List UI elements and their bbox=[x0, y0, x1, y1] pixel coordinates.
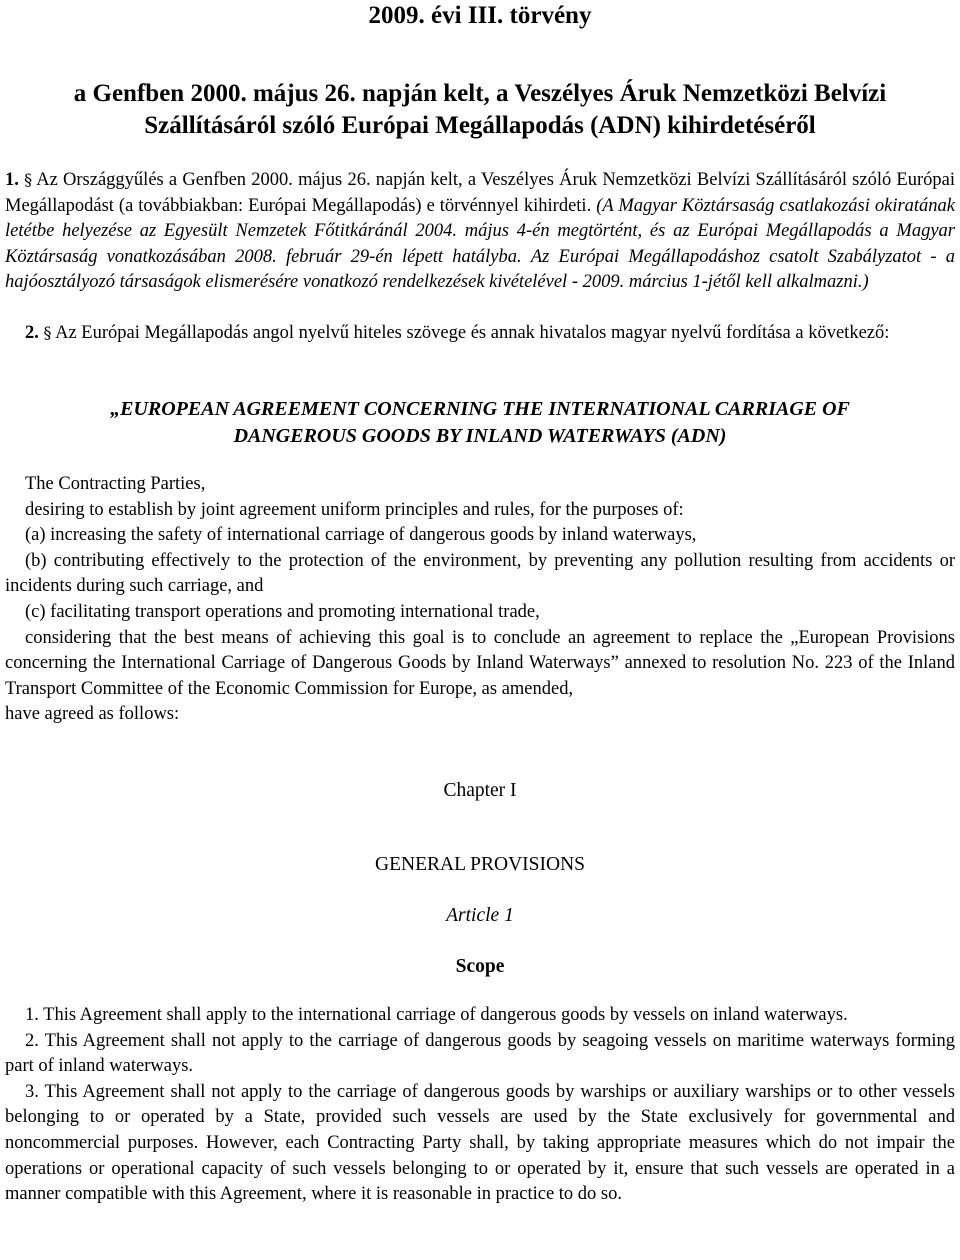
preamble bbox=[5, 472, 955, 728]
section-1 bbox=[5, 167, 955, 296]
preamble-item-a: (a) increasing the safety of international carriage of dangerous goods by inland waterways, bbox=[25, 525, 697, 546]
section-2-paragraph bbox=[5, 320, 955, 347]
section-1-italic-note-2: Az Európai Megállapodáshoz csatolt Szabályzatot - a hajóosztályozó társaságok elismerésére vonatkozó rendelkezések kivételével - 2009. március 1-jétől kell alkalmazni.) bbox=[5, 246, 955, 293]
section-1-paragraph bbox=[5, 167, 955, 296]
section-1-italic-note: (A Magyar Köztársaság csatlakozási okiratának letétbe helyezése az Egyesült Nemzetek Főtitkáránál 2004. május 4-én megtörtént, és az Európai Megállapodás a Magyar Köztársaság vonatkozásában 2008. február 29-én lépett hatályba. bbox=[5, 195, 956, 267]
preamble-considering: considering that the best means of achieving this goal is to conclude an agreement to replace the „European Provisions concerning the International Carriage of Dangerous Goods by Inland Waterways” annexed to resolution No. 223 of the Inland Transport Committee of the Economic Commission for Europe, as amended, bbox=[5, 627, 955, 699]
preamble-desiring: desiring to establish by joint agreement uniform principles and rules, for the purposes of: bbox=[25, 499, 684, 520]
article-1-paragraphs bbox=[5, 1003, 955, 1208]
section-1-text: Az Országgyűlés a Genfben 2000. május 26. napján kelt, a Veszélyes Áruk Nemzetközi Belvízi Szállításáról szóló Európai Megállapodást (a továbbiakban: Európai Megállapodás) e törvénnyel kihirdeti. bbox=[5, 170, 955, 216]
section-1-number: 1. bbox=[5, 170, 19, 190]
section-sign: § bbox=[43, 323, 52, 342]
scope-heading: Scope bbox=[455, 956, 505, 977]
preamble-contracting: The Contracting Parties, bbox=[25, 474, 206, 494]
section-2-number: 2. bbox=[25, 323, 39, 343]
section-2-text: Az Európai Megállapodás angol nyelvű hiteles szövege és annak hivatalos magyar nyelvű fordítása a következő: bbox=[55, 323, 890, 343]
agreement-title-line-1: „EUROPEAN AGREEMENT CONCERNING THE INTERNATIONAL CARRIAGE OF bbox=[110, 398, 850, 420]
article-paragraph-2: 2. This Agreement shall not apply to the carriage of dangerous goods by seagoing vessels on maritime waterways forming part of inland waterways. bbox=[5, 1030, 955, 1077]
preamble-item-b: (b) contributing effectively to the protection of the environment, by preventing any pollution resulting from accidents or incidents during such carriage, and bbox=[5, 550, 955, 597]
article-paragraph-3: 3. This Agreement shall not apply to the carriage of dangerous goods by warships or auxiliary warships or to other vessels belonging to or operated by a State, provided such vessels are used by the State exclusively for governmental and noncommercial purposes. However, each Contracting Party shall, by taking appropriate measures which do not impair the operations or operational capacity of such vessels belonging to or operated by it, ensure that such vessels are operated in a manner compatible with this Agreement, where it is reasonable in practice to do so. bbox=[5, 1081, 955, 1205]
law-subtitle-line-1: a Genfben 2000. május 26. napján kelt, a Veszélyes Áruk Nemzetközi Belvízi bbox=[73, 80, 887, 107]
preamble-agreed: have agreed as follows: bbox=[5, 704, 180, 725]
chapter-heading: Chapter I bbox=[443, 780, 517, 801]
law-title: 2009. évi III. törvény bbox=[368, 2, 592, 29]
agreement-title-line-2: DANGEROUS GOODS BY INLAND WATERWAYS (ADN) bbox=[233, 425, 727, 447]
section-sign: § bbox=[24, 170, 33, 189]
article-paragraph-1: 1. This Agreement shall apply to the international carriage of dangerous goods by vessels on inland waterways. bbox=[25, 1005, 848, 1025]
agreement-title bbox=[0, 396, 960, 450]
law-subtitle bbox=[0, 78, 960, 142]
section-2 bbox=[5, 320, 955, 347]
preamble-item-c: (c) facilitating transport operations and promoting international trade, bbox=[25, 601, 540, 622]
general-provisions-heading: GENERAL PROVISIONS bbox=[375, 854, 585, 875]
law-subtitle-line-2: Szállításáról szóló Európai Megállapodás (ADN) kihirdetéséről bbox=[144, 112, 816, 139]
article-heading: Article 1 bbox=[446, 905, 514, 926]
